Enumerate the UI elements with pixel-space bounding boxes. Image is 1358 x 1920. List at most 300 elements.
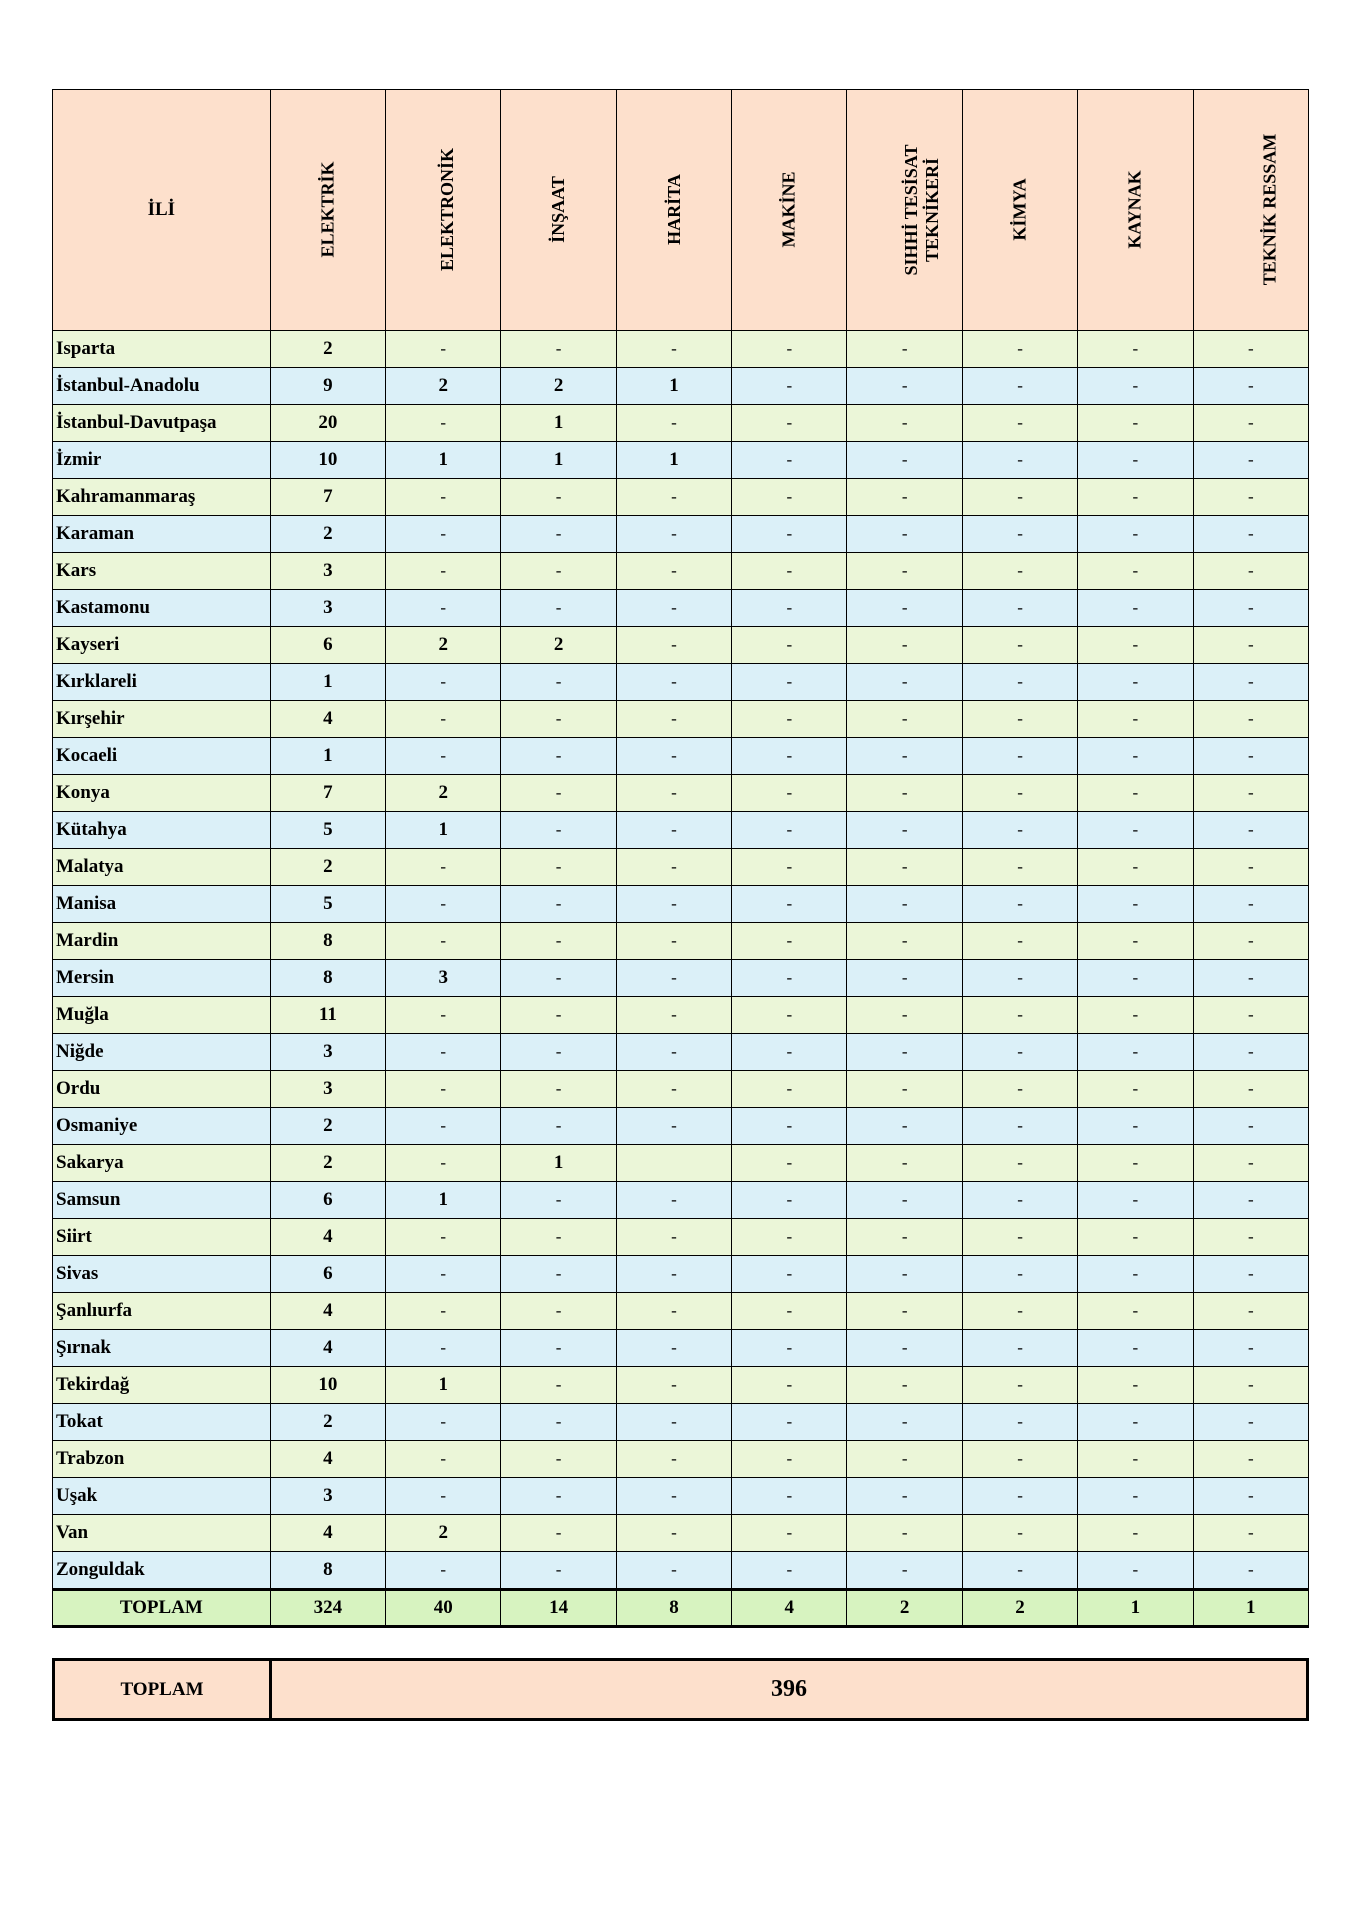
table-cell: -	[1193, 479, 1308, 516]
province-name: Isparta	[53, 331, 271, 368]
table-cell: -	[616, 1552, 731, 1590]
table-cell: -	[501, 479, 616, 516]
table-cell: -	[962, 701, 1077, 738]
province-name: Konya	[53, 775, 271, 812]
column-header-harita: HARİTA	[616, 90, 731, 331]
table-cell: -	[1193, 812, 1308, 849]
table-cell: -	[616, 590, 731, 627]
table-cell: -	[616, 1404, 731, 1441]
table-cell: -	[847, 960, 962, 997]
province-name: Şanlıurfa	[53, 1293, 271, 1330]
table-cell: -	[1078, 849, 1193, 886]
table-row	[53, 1219, 1309, 1256]
table-cell: -	[847, 479, 962, 516]
total-cell: 40	[386, 1590, 501, 1627]
province-name: İzmir	[53, 442, 271, 479]
header-row	[53, 90, 1309, 331]
table-cell: -	[1193, 1182, 1308, 1219]
table-cell: -	[386, 1404, 501, 1441]
table-row	[53, 405, 1309, 442]
table-cell: -	[616, 479, 731, 516]
table-cell: 5	[270, 812, 385, 849]
table-cell: -	[962, 368, 1077, 405]
table-cell: -	[1193, 1108, 1308, 1145]
province-name: Niğde	[53, 1034, 271, 1071]
table-cell: 20	[270, 405, 385, 442]
table-cell: -	[732, 1515, 847, 1552]
table-cell: -	[386, 1219, 501, 1256]
table-cell: -	[847, 1071, 962, 1108]
table-cell: -	[386, 1034, 501, 1071]
table-cell: 1	[501, 1145, 616, 1182]
table-cell: -	[847, 1182, 962, 1219]
table-cell: -	[386, 590, 501, 627]
table-cell: -	[501, 1515, 616, 1552]
table-cell: -	[1078, 1034, 1193, 1071]
table-cell: -	[501, 775, 616, 812]
table-cell: -	[501, 1108, 616, 1145]
table-cell: -	[962, 1256, 1077, 1293]
table-cell: -	[962, 590, 1077, 627]
table-cell: -	[1193, 590, 1308, 627]
table-cell: 1	[616, 368, 731, 405]
province-name: Osmaniye	[53, 1108, 271, 1145]
table-cell: -	[1078, 738, 1193, 775]
table-cell: -	[962, 812, 1077, 849]
table-cell: -	[1078, 331, 1193, 368]
table-cell: -	[1078, 886, 1193, 923]
table-cell: -	[501, 516, 616, 553]
table-cell: -	[732, 1552, 847, 1590]
table-row	[53, 479, 1309, 516]
table-cell: -	[1193, 1367, 1308, 1404]
table-row	[53, 1293, 1309, 1330]
table-cell: -	[732, 1108, 847, 1145]
table-cell: -	[962, 997, 1077, 1034]
table-cell: -	[1193, 960, 1308, 997]
table-cell: -	[962, 849, 1077, 886]
table-cell: 2	[501, 627, 616, 664]
total-cell: 4	[732, 1590, 847, 1627]
table-cell: -	[732, 1404, 847, 1441]
table-cell: -	[386, 1330, 501, 1367]
table-cell: -	[501, 1367, 616, 1404]
table-cell: -	[1078, 812, 1193, 849]
table-cell: -	[1078, 923, 1193, 960]
table-cell: -	[1078, 1478, 1193, 1515]
table-cell: -	[732, 738, 847, 775]
table-cell: -	[501, 886, 616, 923]
total-cell: 2	[847, 1590, 962, 1627]
table-cell: 5	[270, 886, 385, 923]
table-cell: -	[962, 1034, 1077, 1071]
province-name: Kars	[53, 553, 271, 590]
table-cell: -	[1193, 1219, 1308, 1256]
total-cell: 324	[270, 1590, 385, 1627]
table-cell: 1	[386, 1182, 501, 1219]
table-cell: -	[501, 997, 616, 1034]
table-cell: -	[847, 331, 962, 368]
table-cell: -	[386, 1071, 501, 1108]
table-cell: -	[1078, 1182, 1193, 1219]
table-row	[53, 775, 1309, 812]
table-cell: -	[1193, 516, 1308, 553]
table-cell: 1	[501, 442, 616, 479]
table-cell: -	[616, 1293, 731, 1330]
table-cell: 11	[270, 997, 385, 1034]
table-cell: -	[962, 1219, 1077, 1256]
table-cell: -	[386, 331, 501, 368]
table-cell: -	[1193, 442, 1308, 479]
table-cell: -	[732, 405, 847, 442]
table-cell: -	[1193, 627, 1308, 664]
table-cell: -	[386, 1478, 501, 1515]
table-cell: 4	[270, 1330, 385, 1367]
table-cell: -	[386, 886, 501, 923]
table-cell: -	[962, 553, 1077, 590]
table-cell: -	[386, 553, 501, 590]
table-cell: 4	[270, 1515, 385, 1552]
table-cell: -	[732, 1219, 847, 1256]
table-cell: -	[847, 516, 962, 553]
table-cell: -	[616, 405, 731, 442]
table-cell: -	[1078, 1441, 1193, 1478]
table-cell: -	[847, 1034, 962, 1071]
table-cell: -	[1078, 1515, 1193, 1552]
table-cell: -	[386, 738, 501, 775]
table-cell: 2	[270, 849, 385, 886]
table-cell: 3	[270, 553, 385, 590]
table-cell: -	[1193, 1441, 1308, 1478]
table-cell: -	[1193, 923, 1308, 960]
table-cell: -	[732, 442, 847, 479]
table-cell: -	[1193, 997, 1308, 1034]
table-cell: -	[616, 331, 731, 368]
table-cell: 2	[386, 1515, 501, 1552]
table-cell: -	[732, 960, 847, 997]
table-cell: -	[501, 1034, 616, 1071]
table-cell: -	[501, 812, 616, 849]
table-cell: -	[386, 997, 501, 1034]
table-cell: -	[1193, 849, 1308, 886]
table-cell: -	[616, 1330, 731, 1367]
table-cell: 6	[270, 627, 385, 664]
table-cell: -	[1078, 516, 1193, 553]
table-row	[53, 1330, 1309, 1367]
table-cell: 8	[270, 1552, 385, 1590]
table-cell: -	[501, 923, 616, 960]
table-cell: -	[732, 775, 847, 812]
table-cell: -	[732, 886, 847, 923]
department-table	[52, 89, 1309, 1628]
table-cell: -	[501, 1219, 616, 1256]
table-cell: -	[847, 1330, 962, 1367]
grand-total-row	[54, 1660, 1308, 1720]
table-cell: -	[1193, 553, 1308, 590]
column-header-sihhi-tesisat: SIHHİ TESİSAT TEKNİKERİ	[847, 90, 962, 331]
table-cell: -	[847, 849, 962, 886]
table-cell: -	[616, 553, 731, 590]
column-header-kimya: KİMYA	[962, 90, 1077, 331]
province-name: Sivas	[53, 1256, 271, 1293]
table-cell: -	[962, 1182, 1077, 1219]
table-cell: -	[962, 405, 1077, 442]
table-cell: -	[1193, 1552, 1308, 1590]
table-cell: -	[386, 1256, 501, 1293]
table-cell: -	[1078, 405, 1193, 442]
table-cell: -	[847, 1367, 962, 1404]
table-cell: -	[1078, 701, 1193, 738]
table-row	[53, 849, 1309, 886]
table-cell: -	[616, 997, 731, 1034]
column-header-elektrik: ELEKTRİK	[270, 90, 385, 331]
total-cell: 1	[1078, 1590, 1193, 1627]
province-name: Malatya	[53, 849, 271, 886]
column-header-teknik-ressam: TEKNİK RESSAM	[1193, 90, 1308, 331]
table-cell: -	[1193, 405, 1308, 442]
table-row	[53, 516, 1309, 553]
table-cell: 8	[270, 960, 385, 997]
table-cell: -	[962, 1293, 1077, 1330]
table-cell: -	[616, 1515, 731, 1552]
table-cell: -	[386, 849, 501, 886]
table-cell: -	[386, 479, 501, 516]
table-cell: -	[501, 1293, 616, 1330]
table-cell: -	[1078, 1108, 1193, 1145]
table-cell: -	[1078, 960, 1193, 997]
table-cell: -	[1193, 1071, 1308, 1108]
table-cell: -	[847, 1145, 962, 1182]
table-cell: -	[501, 1256, 616, 1293]
table-cell: 1	[270, 664, 385, 701]
table-cell: -	[616, 886, 731, 923]
table-cell: 1	[616, 442, 731, 479]
table-cell: -	[847, 553, 962, 590]
table-cell: -	[1078, 627, 1193, 664]
table-cell: -	[962, 775, 1077, 812]
table-cell: -	[501, 553, 616, 590]
table-cell: -	[732, 923, 847, 960]
table-cell: -	[386, 701, 501, 738]
total-cell: 8	[616, 1590, 731, 1627]
table-cell: 9	[270, 368, 385, 405]
table-cell: -	[847, 1552, 962, 1590]
table-cell: 4	[270, 1219, 385, 1256]
table-row	[53, 1404, 1309, 1441]
total-cell: 14	[501, 1590, 616, 1627]
table-cell: -	[1193, 775, 1308, 812]
province-name: Van	[53, 1515, 271, 1552]
table-cell: -	[616, 1182, 731, 1219]
table-row	[53, 1145, 1309, 1182]
province-name: Kahramanmaraş	[53, 479, 271, 516]
table-cell: -	[847, 442, 962, 479]
table-cell: -	[616, 664, 731, 701]
table-cell: -	[732, 1071, 847, 1108]
table-cell: -	[962, 627, 1077, 664]
table-cell: -	[1078, 1256, 1193, 1293]
table-cell: -	[732, 553, 847, 590]
province-name: Kayseri	[53, 627, 271, 664]
column-header-kaynak: KAYNAK	[1078, 90, 1193, 331]
table-row	[53, 1367, 1309, 1404]
table-cell: 7	[270, 775, 385, 812]
table-cell: -	[847, 812, 962, 849]
table-cell: -	[616, 812, 731, 849]
table-cell: -	[1193, 331, 1308, 368]
total-cell: 2	[962, 1590, 1077, 1627]
table-cell: -	[732, 1441, 847, 1478]
table-cell: 1	[270, 738, 385, 775]
table-cell: -	[732, 331, 847, 368]
table-cell: -	[847, 368, 962, 405]
table-cell: -	[616, 516, 731, 553]
table-cell: -	[962, 479, 1077, 516]
table-cell: -	[1078, 442, 1193, 479]
province-name: Siirt	[53, 1219, 271, 1256]
table-cell: -	[962, 960, 1077, 997]
table-row	[53, 331, 1309, 368]
table-cell: -	[962, 1108, 1077, 1145]
table-cell: -	[732, 1293, 847, 1330]
table-cell: -	[501, 1404, 616, 1441]
table-cell: -	[847, 1478, 962, 1515]
table-cell: -	[501, 960, 616, 997]
table-cell: 1	[386, 1367, 501, 1404]
table-cell: -	[501, 331, 616, 368]
table-cell: -	[1193, 1478, 1308, 1515]
table-cell: -	[847, 1256, 962, 1293]
table-cell: -	[1193, 1034, 1308, 1071]
table-cell: -	[616, 923, 731, 960]
table-cell: 2	[270, 1404, 385, 1441]
table-cell: 6	[270, 1256, 385, 1293]
table-cell: 2	[270, 1108, 385, 1145]
province-name: İstanbul-Anadolu	[53, 368, 271, 405]
province-name: Karaman	[53, 516, 271, 553]
table-cell: 3	[386, 960, 501, 997]
table-cell: -	[732, 590, 847, 627]
table-row	[53, 368, 1309, 405]
table-cell: -	[616, 627, 731, 664]
table-cell: -	[847, 775, 962, 812]
table-cell: -	[501, 1071, 616, 1108]
table-cell: -	[616, 1219, 731, 1256]
table-cell: -	[962, 738, 1077, 775]
table-cell: 6	[270, 1182, 385, 1219]
table-cell: -	[1078, 1552, 1193, 1590]
table-cell: -	[386, 1552, 501, 1590]
table-row	[53, 1478, 1309, 1515]
table-row	[53, 627, 1309, 664]
table-cell: 4	[270, 1293, 385, 1330]
table-cell: -	[1078, 368, 1193, 405]
table-cell: -	[501, 1441, 616, 1478]
province-name: Tekirdağ	[53, 1367, 271, 1404]
table-cell: -	[847, 738, 962, 775]
table-cell: -	[847, 1404, 962, 1441]
totals-label: TOPLAM	[53, 1590, 271, 1627]
table-cell: -	[501, 701, 616, 738]
table-cell: 2	[270, 331, 385, 368]
table-cell: -	[847, 664, 962, 701]
table-cell: -	[616, 1367, 731, 1404]
table-cell: -	[1193, 701, 1308, 738]
table-cell: 8	[270, 923, 385, 960]
table-cell: -	[1078, 1404, 1193, 1441]
province-name: Kocaeli	[53, 738, 271, 775]
table-cell: -	[732, 997, 847, 1034]
table-cell: -	[732, 627, 847, 664]
table-cell: -	[386, 516, 501, 553]
table-row	[53, 1441, 1309, 1478]
table-cell: 10	[270, 1367, 385, 1404]
table-row	[53, 1071, 1309, 1108]
table-cell: -	[732, 1330, 847, 1367]
table-cell: -	[847, 701, 962, 738]
province-name: Zonguldak	[53, 1552, 271, 1590]
table-cell: -	[732, 1478, 847, 1515]
table-cell: -	[1078, 664, 1193, 701]
table-cell: -	[962, 1441, 1077, 1478]
column-header-insaat: İNŞAAT	[501, 90, 616, 331]
table-row	[53, 960, 1309, 997]
province-name: İstanbul-Davutpaşa	[53, 405, 271, 442]
table-cell: 4	[270, 701, 385, 738]
table-cell: -	[847, 886, 962, 923]
table-cell: -	[847, 997, 962, 1034]
table-cell: -	[1193, 1515, 1308, 1552]
table-cell: -	[732, 516, 847, 553]
table-cell: -	[962, 331, 1077, 368]
table-cell: -	[1193, 886, 1308, 923]
table-cell: -	[732, 701, 847, 738]
province-name: Kütahya	[53, 812, 271, 849]
table-cell: -	[732, 1182, 847, 1219]
table-cell: 2	[270, 516, 385, 553]
table-cell: -	[386, 1145, 501, 1182]
table-row	[53, 1552, 1309, 1590]
table-cell: -	[501, 738, 616, 775]
table-row	[53, 812, 1309, 849]
table-cell: -	[1078, 1071, 1193, 1108]
table-cell: -	[616, 1034, 731, 1071]
table-cell: -	[501, 1182, 616, 1219]
table-cell: -	[732, 812, 847, 849]
table-row	[53, 664, 1309, 701]
table-cell: -	[847, 405, 962, 442]
table-cell: -	[1193, 1404, 1308, 1441]
table-cell: -	[962, 1478, 1077, 1515]
table-cell: -	[732, 479, 847, 516]
table-cell: 3	[270, 1478, 385, 1515]
table-cell: -	[501, 849, 616, 886]
table-cell: -	[386, 1441, 501, 1478]
table-cell: 1	[386, 442, 501, 479]
table-cell: -	[1078, 997, 1193, 1034]
table-cell: -	[616, 775, 731, 812]
table-cell: 4	[270, 1441, 385, 1478]
table-cell: -	[386, 664, 501, 701]
table-cell: 2	[386, 627, 501, 664]
table-cell: -	[732, 1256, 847, 1293]
total-cell: 1	[1193, 1590, 1308, 1627]
table-cell: -	[732, 368, 847, 405]
table-cell: -	[616, 738, 731, 775]
totals-row	[53, 1590, 1309, 1627]
grand-total-value: 396	[271, 1660, 1308, 1720]
province-name: Sakarya	[53, 1145, 271, 1182]
